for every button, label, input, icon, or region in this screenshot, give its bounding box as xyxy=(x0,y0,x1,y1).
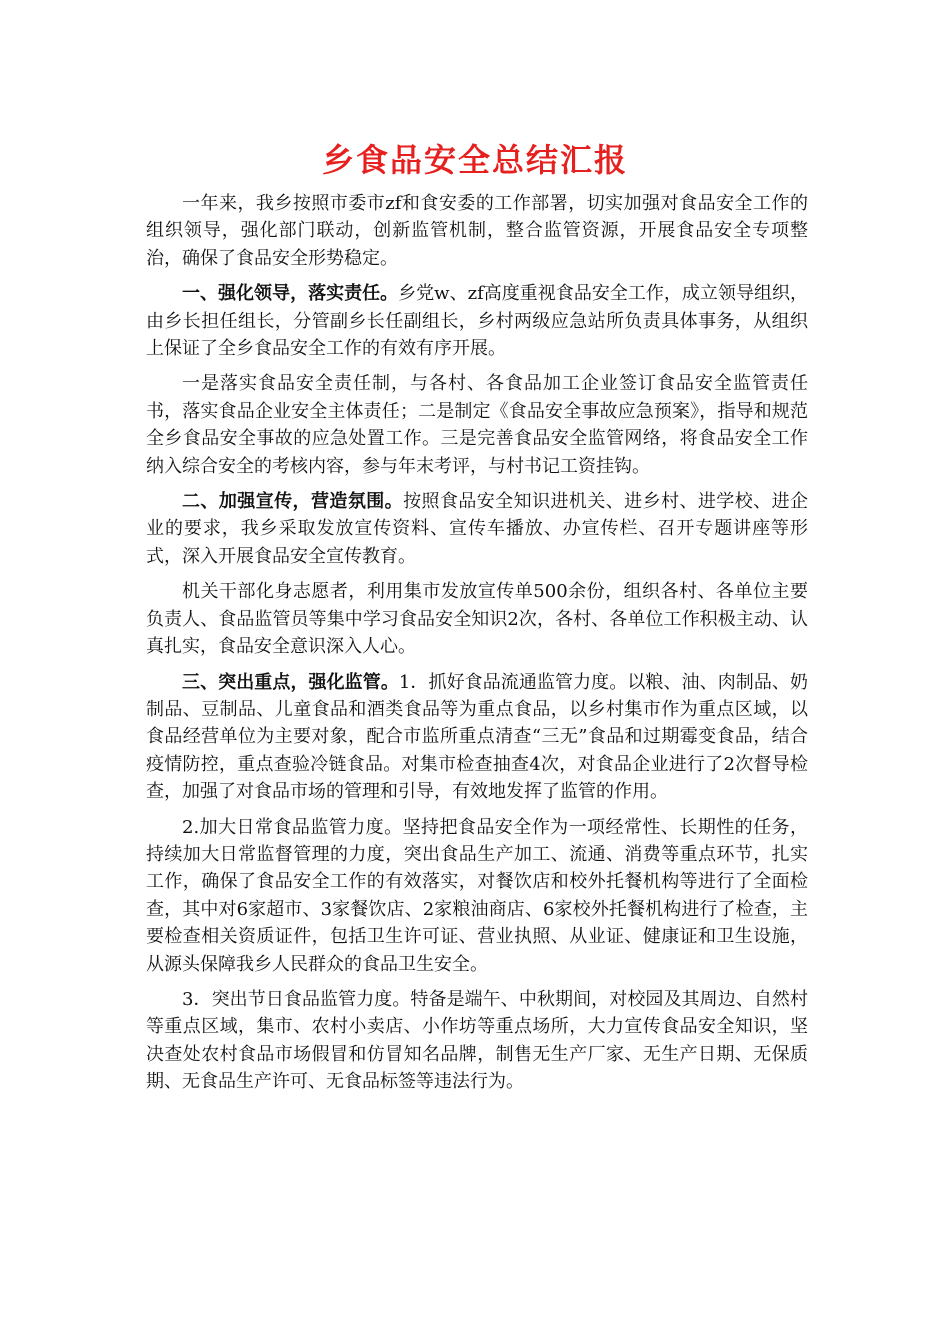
paragraph-text: 机关干部化身志愿者，利用集市发放宣传单500余份，组织各村、各单位主要负责人、食品监管员等集中学习食品安全知识2次，各村、各单位工作积极主动、认真扎实，食品安全意识深入人心。 xyxy=(146,581,808,658)
document-body xyxy=(146,190,808,1104)
paragraph-section-2 xyxy=(146,488,808,570)
paragraph-section-3-item-2 xyxy=(146,814,808,978)
section-heading-3: 三、突出重点，强化监管。 xyxy=(182,671,399,693)
paragraph-text: 2.加大日常食品监管力度。坚持把食品安全作为一项经常性、长期性的任务，持续加大日常监督管理的力度，突出食品生产加工、流通、消费等重点环节，扎实工作，确保了食品安全工作的有效落实，对餐饮店和校外托餐机构等进行了全面检查，其中对6家超市、3家餐饮店、2家粮油商店、6家校外托餐机构进行了检查，主要检查相关资质证件，包括卫生许可证、营业执照、从业证、健康证和卫生设施，从源头保障我乡人民群众的食品卫生安全。 xyxy=(146,816,808,975)
paragraph-section-1-detail xyxy=(146,370,808,480)
paragraph-section-3 xyxy=(146,669,808,806)
document-title: 乡食品安全总结汇报 xyxy=(321,141,628,179)
paragraph-text: 乡党w、zf高度重视食品安全工作，成立领导组织，由乡长担任组长，分管副乡长任副组长，乡村两级应急站所负责具体事务，从组织上保证了全乡食品安全工作的有效有序开展。 xyxy=(146,283,808,360)
paragraph-section-1 xyxy=(146,280,808,362)
paragraph-text: 1．抓好食品流通监管力度。以粮、油、肉制品、奶制品、豆制品、儿童食品和酒类食品等为重点食品，以乡村集市作为重点区域，以食品经营单位为主要对象，配合市监所重点清查“三无”食品和过期霉变食品，结合疫情防控，重点查验冷链食品。对集市检查抽查4次，对食品企业进行了2次督导检查，加强了对食品市场的管理和引导，有效地发挥了监管的作用。 xyxy=(146,671,809,803)
paragraph-section-3-item-3 xyxy=(146,986,808,1096)
paragraph-text: 按照食品安全知识进机关、进乡村、进学校、进企业的要求，我乡采取发放宣传资料、宣传车播放、办宣传栏、召开专题讲座等形式，深入开展食品安全宣传教育。 xyxy=(146,491,809,567)
section-heading-1: 一、强化领导，落实责任。 xyxy=(182,283,399,305)
paragraph-text: 一是落实食品安全责任制，与各村、各食品加工企业签订食品安全监管责任书，落实食品企业安全主体责任；二是制定《食品安全事故应急预案》，指导和规范全乡食品安全事故的应急处置工作。三是完善食品安全监管网络，将食品安全工作纳入综合安全的考核内容，参与年末考评，与村书记工资挂钩。 xyxy=(146,373,808,477)
paragraph-intro xyxy=(146,190,808,272)
paragraph-text: 一年来，我乡按照市委市zf和食安委的工作部署，切实加强对食品安全工作的组织领导，强化部门联动，创新监管机制，整合监管资源，开展食品安全专项整治，确保了食品安全形势稳定。 xyxy=(146,193,808,269)
paragraph-section-2-detail xyxy=(146,578,808,660)
section-heading-2: 二、加强宣传，营造氛围。 xyxy=(182,491,404,513)
paragraph-text: 3．突出节日食品监管力度。特备是端午、中秋期间，对校园及其周边、自然村等重点区域，集市、农村小卖店、小作坊等重点场所，大力宣传食品安全知识，坚决查处农村食品市场假冒和仿冒知名品牌，制售无生产厂家、无生产日期、无保质期、无食品生产许可、无食品标签等违法行为。 xyxy=(146,988,808,1093)
